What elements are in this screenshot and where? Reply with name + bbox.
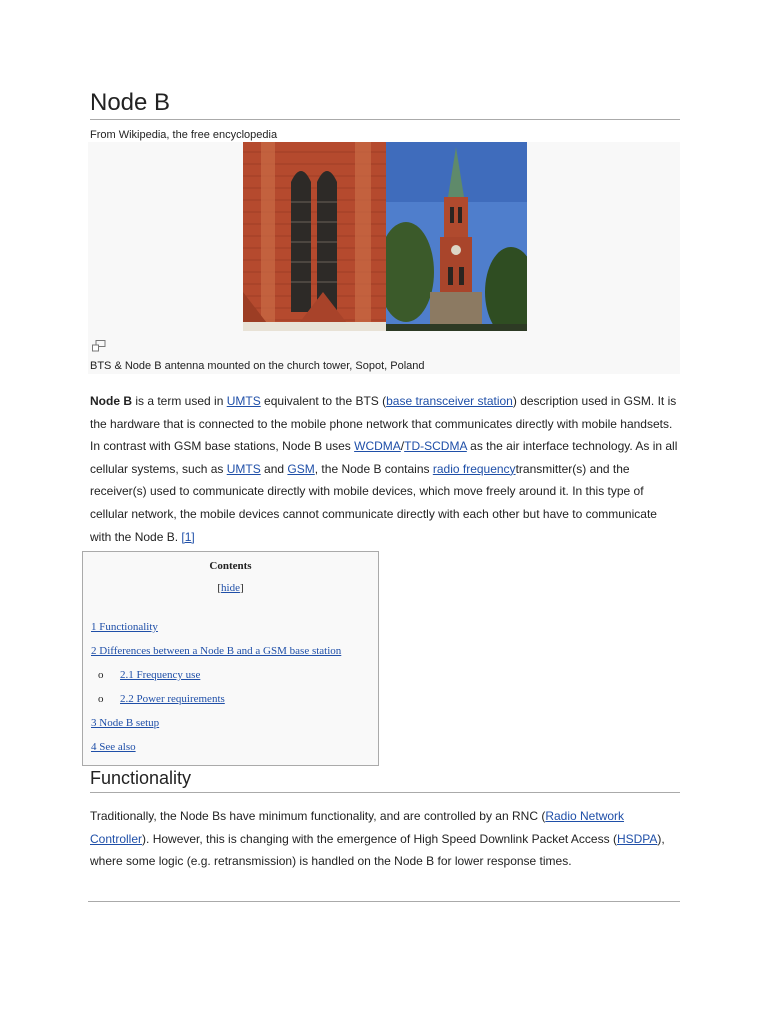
toc-link[interactable]: 2.1 Frequency use <box>120 669 201 681</box>
section-divider <box>88 901 680 902</box>
toc-item-power-requirements[interactable] <box>98 693 225 705</box>
link-td-scdma[interactable]: TD-SCDMA <box>404 439 467 454</box>
thumbnail-figure <box>88 142 680 374</box>
functionality-paragraph <box>90 805 680 873</box>
toc-hide-toggle <box>83 582 378 594</box>
intro-text: / <box>400 439 405 454</box>
intro-text: transmitter(s) and the receiver(s) used to communicate directly with mobile devices, which move freely around it. In this type of cellular network, the mobile devices cannot communicate directly with each other but have to communicate with the Node B. <box>90 461 657 544</box>
toc-link[interactable]: 1 Functionality <box>91 621 158 633</box>
toc-item-differences[interactable] <box>91 645 341 657</box>
figure-caption: BTS & Node B antenna mounted on the church tower, Sopot, Poland <box>90 360 425 372</box>
table-of-contents <box>82 551 379 766</box>
intro-text: equivalent to the BTS ( <box>260 394 387 408</box>
toc-link[interactable]: 2 Differences between a Node B and a GSM base station <box>91 645 342 657</box>
link-hsdpa[interactable]: HSDPA <box>616 831 658 846</box>
tagline: From Wikipedia, the free encyclopedia <box>90 129 278 141</box>
intro-text: and <box>260 461 288 476</box>
toc-bracket: [ <box>217 582 222 594</box>
link-radio-network-controller[interactable]: Radio Network Controller <box>90 809 625 846</box>
magnify-icon[interactable] <box>92 340 106 352</box>
toc-item-functionality[interactable] <box>91 621 158 633</box>
toc-item-see-also[interactable] <box>91 741 136 753</box>
term-bold: Node B <box>90 394 132 408</box>
toc-hide-link[interactable]: hide <box>221 582 240 594</box>
toc-link[interactable]: 2.2 Power requirements <box>120 693 225 705</box>
func-text: ). However, this is changing with the emergence of High Speed Downlink Packet Access ( <box>142 831 617 846</box>
link-umts-2[interactable]: UMTS <box>226 461 261 476</box>
bullet-icon: o <box>98 669 104 681</box>
toc-title: Contents <box>209 560 252 572</box>
toc-bracket: ] <box>239 582 244 594</box>
link-radio-frequency[interactable]: radio frequency <box>432 461 516 476</box>
page-title: Node B <box>90 89 680 120</box>
func-text: ), where some logic (e.g. retransmission) is handled on the Node B for lower response times. <box>90 831 665 869</box>
church-tower-photo[interactable] <box>386 142 527 331</box>
func-text: Traditionally, the Node Bs have minimum functionality, and are controlled by an RNC ( <box>90 809 546 823</box>
link-wcdma[interactable]: WCDMA <box>354 439 401 454</box>
intro-text: ) description used in GSM. It is the hardware that is connected to the mobile phone network that communicates directly with mobile handsets. In contrast with GSM base stations, Node B uses <box>90 394 677 454</box>
intro-text: , the Node B contains <box>314 461 433 476</box>
reference-1[interactable]: [1] <box>181 529 195 544</box>
toc-link[interactable]: 3 Node B setup <box>91 717 160 729</box>
toc-item-node-b-setup[interactable] <box>91 717 159 729</box>
toc-item-frequency-use[interactable] <box>98 669 200 681</box>
link-umts[interactable]: UMTS <box>226 394 261 408</box>
link-base-transceiver-station[interactable]: base transceiver station <box>386 394 513 408</box>
intro-text: is a term used in <box>132 394 227 408</box>
intro-text: as the air interface technology. As in all cellular systems, such as <box>90 439 678 476</box>
link-gsm[interactable]: GSM <box>287 461 315 476</box>
section-heading-functionality: Functionality <box>90 767 680 793</box>
bullet-icon: o <box>98 693 104 705</box>
intro-paragraph <box>90 390 680 548</box>
toc-link[interactable]: 4 See also <box>91 741 136 753</box>
church-facade-photo[interactable] <box>243 142 386 331</box>
